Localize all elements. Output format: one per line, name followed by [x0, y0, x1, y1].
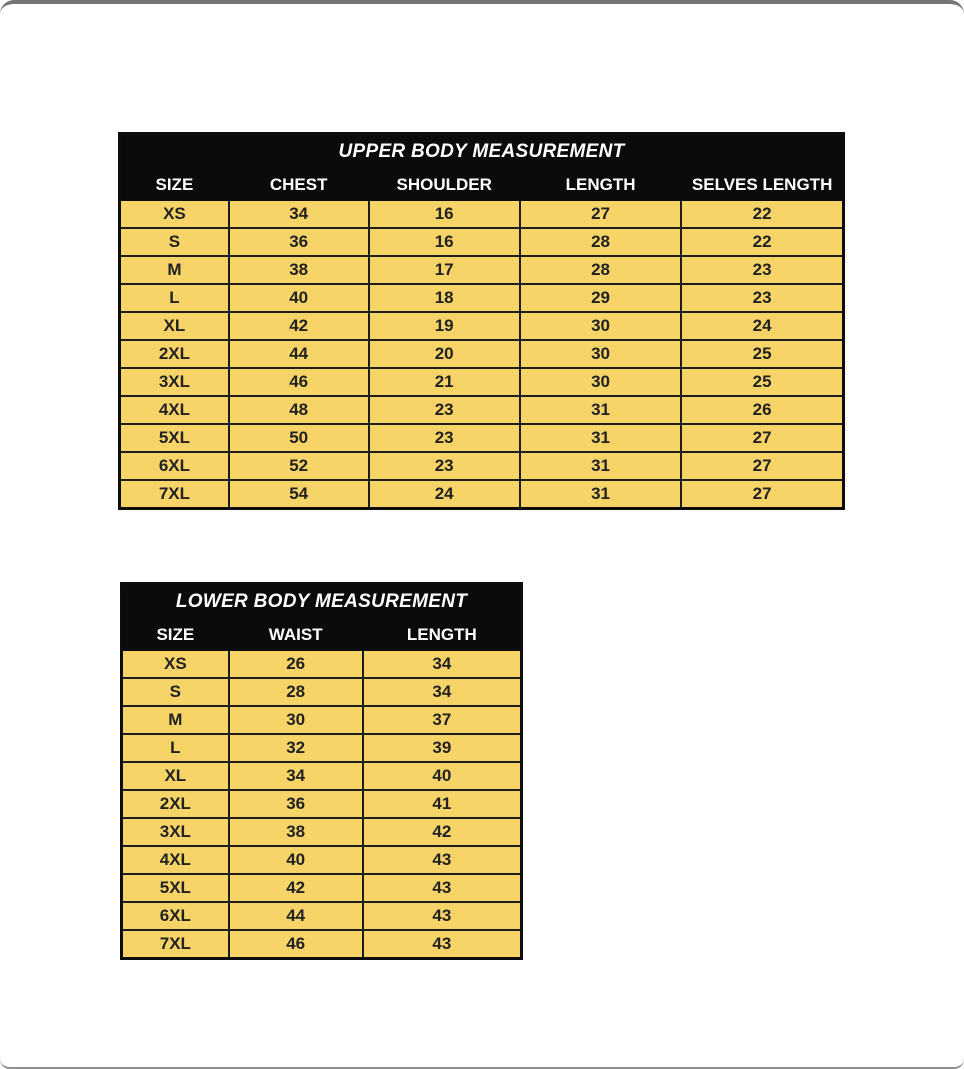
value-cell: 40 — [363, 762, 522, 790]
value-cell: 54 — [229, 480, 369, 509]
size-cell: 5XL — [120, 424, 229, 452]
table-row — [122, 930, 522, 959]
value-cell: 41 — [363, 790, 522, 818]
value-cell: 29 — [520, 284, 681, 312]
table-row — [120, 340, 844, 368]
table-row — [122, 846, 522, 874]
size-cell: 5XL — [122, 874, 229, 902]
value-cell: 39 — [363, 734, 522, 762]
value-cell: 40 — [229, 846, 363, 874]
value-cell: 42 — [363, 818, 522, 846]
value-cell: 42 — [229, 874, 363, 902]
value-cell: 24 — [681, 312, 843, 340]
value-cell: 30 — [229, 706, 363, 734]
column-header: WAIST — [229, 619, 363, 650]
column-header: SIZE — [120, 169, 229, 200]
value-cell: 23 — [369, 396, 520, 424]
value-cell: 48 — [229, 396, 369, 424]
value-cell: 34 — [363, 650, 522, 678]
value-cell: 34 — [229, 762, 363, 790]
size-cell: 3XL — [122, 818, 229, 846]
value-cell: 44 — [229, 902, 363, 930]
value-cell: 16 — [369, 200, 520, 228]
value-cell: 37 — [363, 706, 522, 734]
size-cell: S — [122, 678, 229, 706]
value-cell: 31 — [520, 480, 681, 509]
value-cell: 34 — [229, 200, 369, 228]
size-cell: 2XL — [120, 340, 229, 368]
value-cell: 24 — [369, 480, 520, 509]
value-cell: 52 — [229, 452, 369, 480]
table-row — [120, 396, 844, 424]
value-cell: 20 — [369, 340, 520, 368]
column-header: SELVES LENGTH — [681, 169, 843, 200]
value-cell: 38 — [229, 818, 363, 846]
size-cell: L — [122, 734, 229, 762]
value-cell: 26 — [229, 650, 363, 678]
value-cell: 40 — [229, 284, 369, 312]
value-cell: 23 — [681, 256, 843, 284]
column-header: LENGTH — [520, 169, 681, 200]
value-cell: 25 — [681, 368, 843, 396]
upper-body-measurement-table — [118, 132, 845, 510]
value-cell: 30 — [520, 340, 681, 368]
value-cell: 43 — [363, 846, 522, 874]
value-cell: 50 — [229, 424, 369, 452]
value-cell: 23 — [369, 424, 520, 452]
table-title: LOWER BODY MEASUREMENT — [122, 584, 522, 620]
value-cell: 34 — [363, 678, 522, 706]
column-header: CHEST — [229, 169, 369, 200]
value-cell: 28 — [520, 228, 681, 256]
column-header: LENGTH — [363, 619, 522, 650]
value-cell: 22 — [681, 200, 843, 228]
table-row — [120, 368, 844, 396]
value-cell: 36 — [229, 228, 369, 256]
size-cell: L — [120, 284, 229, 312]
value-cell: 26 — [681, 396, 843, 424]
table-row — [120, 200, 844, 228]
value-cell: 46 — [229, 368, 369, 396]
size-cell: 2XL — [122, 790, 229, 818]
table-row — [122, 790, 522, 818]
size-cell: 7XL — [122, 930, 229, 959]
value-cell: 28 — [229, 678, 363, 706]
size-cell: XL — [122, 762, 229, 790]
table-title-row — [120, 134, 844, 170]
table-row — [120, 480, 844, 509]
value-cell: 36 — [229, 790, 363, 818]
value-cell: 30 — [520, 368, 681, 396]
value-cell: 44 — [229, 340, 369, 368]
size-cell: XL — [120, 312, 229, 340]
value-cell: 43 — [363, 930, 522, 959]
value-cell: 38 — [229, 256, 369, 284]
table-row — [120, 228, 844, 256]
size-cell: S — [120, 228, 229, 256]
table-row — [122, 762, 522, 790]
table-row — [122, 874, 522, 902]
table-title: UPPER BODY MEASUREMENT — [120, 134, 844, 170]
table-row — [122, 678, 522, 706]
value-cell: 32 — [229, 734, 363, 762]
size-cell: 7XL — [120, 480, 229, 509]
table-row — [122, 706, 522, 734]
value-cell: 27 — [681, 452, 843, 480]
value-cell: 18 — [369, 284, 520, 312]
value-cell: 43 — [363, 874, 522, 902]
size-cell: XS — [120, 200, 229, 228]
table-row — [120, 424, 844, 452]
size-cell: M — [120, 256, 229, 284]
value-cell: 27 — [520, 200, 681, 228]
column-header-row — [120, 169, 844, 200]
value-cell: 43 — [363, 902, 522, 930]
value-cell: 23 — [369, 452, 520, 480]
value-cell: 22 — [681, 228, 843, 256]
value-cell: 25 — [681, 340, 843, 368]
size-cell: 3XL — [120, 368, 229, 396]
column-header: SHOULDER — [369, 169, 520, 200]
value-cell: 31 — [520, 396, 681, 424]
table-title-row — [122, 584, 522, 620]
size-cell: XS — [122, 650, 229, 678]
table-row — [120, 284, 844, 312]
table-row — [122, 818, 522, 846]
table-row — [122, 650, 522, 678]
value-cell: 42 — [229, 312, 369, 340]
value-cell: 19 — [369, 312, 520, 340]
size-cell: 4XL — [120, 396, 229, 424]
size-cell: M — [122, 706, 229, 734]
column-header: SIZE — [122, 619, 229, 650]
value-cell: 31 — [520, 424, 681, 452]
value-cell: 16 — [369, 228, 520, 256]
size-cell: 6XL — [120, 452, 229, 480]
table-row — [122, 902, 522, 930]
value-cell: 23 — [681, 284, 843, 312]
value-cell: 30 — [520, 312, 681, 340]
value-cell: 31 — [520, 452, 681, 480]
size-cell: 6XL — [122, 902, 229, 930]
value-cell: 27 — [681, 480, 843, 509]
column-header-row — [122, 619, 522, 650]
value-cell: 28 — [520, 256, 681, 284]
table-row — [122, 734, 522, 762]
table-row — [120, 452, 844, 480]
value-cell: 46 — [229, 930, 363, 959]
lower-body-measurement-table — [120, 582, 523, 960]
size-cell: 4XL — [122, 846, 229, 874]
table-row — [120, 312, 844, 340]
value-cell: 17 — [369, 256, 520, 284]
table-row — [120, 256, 844, 284]
value-cell: 21 — [369, 368, 520, 396]
value-cell: 27 — [681, 424, 843, 452]
